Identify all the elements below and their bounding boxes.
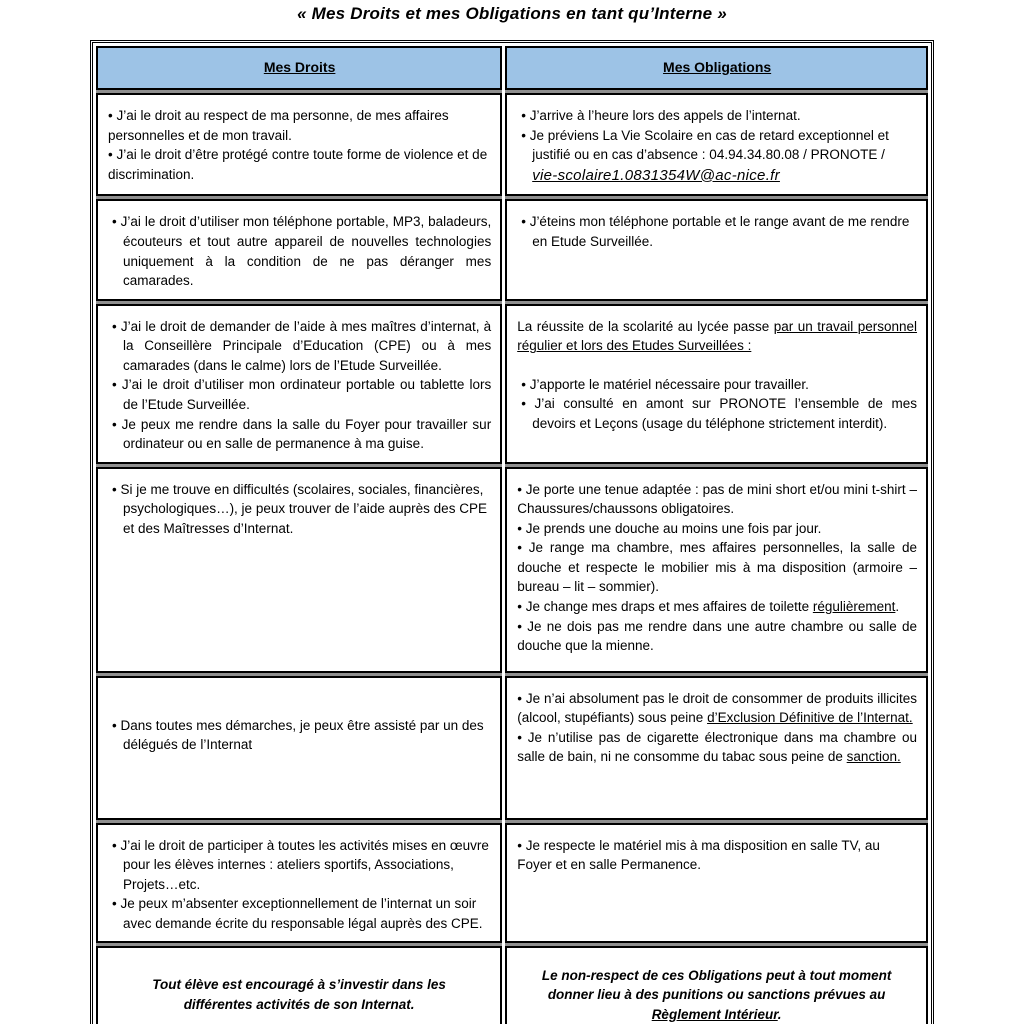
text-segment: Je préviens La Vie Scolaire en cas de retard exceptionnel et justifié ou en cas d’absence : 04.94.34.80.08 / PRONOTE / [529, 127, 889, 163]
text-segment: Je respecte le matériel mis à ma disposition en salle TV, au Foyer et en salle Permanence. [517, 837, 880, 873]
bullet-item [108, 415, 491, 454]
text-segment: J’ai le droit de participer à toutes les activités mises en œuvre pour les élèves internes : ateliers sportifs, Associations, [120, 837, 489, 873]
droits-cell [96, 946, 502, 1024]
text-segment: Je peux m’absenter exceptionnellement de l’internat un soir avec demande écrite du responsable légal auprès des CPE. [120, 896, 483, 931]
column-header-obligations-label: Mes Obligations [663, 59, 772, 75]
bullet-item [517, 212, 917, 251]
bullet-item [517, 126, 917, 187]
text-segment: La réussite de la scolarité au lycée passe [517, 318, 774, 334]
text-segment: Règlement Intérieur [651, 1006, 778, 1022]
text-segment: J’arrive à l’heure lors des appels de l’internat. [529, 108, 801, 123]
bullet-item [517, 597, 917, 617]
paragraph-spacer [517, 356, 917, 375]
bullet-item [517, 375, 917, 395]
table-row [96, 676, 928, 820]
text-segment: Dans toutes mes démarches, je peux être assisté par un des délégués de l’Internat [120, 717, 484, 753]
bullet-item [108, 375, 491, 414]
table-row [96, 946, 928, 1024]
table-row [96, 467, 928, 673]
text-segment: . [895, 599, 900, 614]
text-segment: J’ai le droit d’être protégé contre toute forme de violence et de discrimination. [108, 147, 488, 182]
text-segment: vie-scolaire1.0831354W@ac-nice.fr [532, 166, 780, 184]
table-row [96, 304, 928, 464]
text-segment: Si je me trouve en difficultés (scolaires, sociales, financières, psychologiques…), je peux trouver de l’aide auprès des CPE et des Maîtresses d’Internat. [120, 481, 487, 536]
table-row [96, 199, 928, 300]
bullet-item [517, 689, 917, 728]
text-segment: Je porte une tenue adaptée : pas de mini short et/ou mini t-shirt – Chaussures/chaussons obligatoires. [517, 481, 917, 517]
column-header-droits [96, 46, 502, 90]
droits-cell [96, 199, 502, 300]
droits-cell [96, 676, 502, 820]
bullet-item [108, 212, 491, 290]
header-row [96, 46, 928, 90]
obligations-cell [505, 93, 928, 196]
obligations-cell [505, 304, 928, 464]
bullet-item [517, 519, 917, 539]
bullet-item [108, 106, 491, 145]
text-segment: J’ai le droit d’utiliser mon ordinateur portable ou tablette lors de l’Etude Surveillée. [121, 377, 492, 412]
text-segment: Tout élève est encouragé à s’investir dans les différentes activités de son Internat. [152, 977, 446, 1012]
paragraph [122, 975, 476, 1014]
obligations-cell [505, 946, 928, 1024]
table-row [96, 93, 928, 196]
text-segment: par un travail personnel [773, 318, 918, 334]
table-row [96, 823, 928, 944]
text-segment: J’ai consulté en amont sur PRONOTE l’ensemble de mes devoirs et Leçons (usage du téléphone strictement interdit). [532, 396, 917, 431]
text-segment: Je n’utilise pas de cigarette électronique dans ma chambre ou salle de bain, ni ne consomme du tabac sous peine de [517, 729, 918, 765]
bullet-item [108, 480, 491, 539]
text-segment: Je prends une douche au moins une fois par jour. [525, 520, 822, 536]
text-segment: Je change mes draps et mes affaires de toilette [525, 599, 813, 614]
bullet-item [517, 836, 917, 875]
obligations-cell [505, 676, 928, 820]
text-segment: Projets…etc. [123, 876, 201, 892]
table-body [96, 93, 928, 1024]
text-segment: . [777, 1006, 782, 1022]
text-segment: J’éteins mon téléphone portable et le range avant de me rendre en Etude Surveillée. [529, 214, 910, 249]
obligations-cell [505, 467, 928, 673]
text-segment: J’ai le droit de demander de l’aide à mes maîtres d’internat, à la Conseillère Principale d’Education (CPE) ou à mes camarades (dans le calme) lors de l’Etude Surveillée. [120, 318, 492, 373]
bullet-item [517, 394, 917, 433]
text-segment: Le non-respect de ces Obligations peut à tout moment donner lieu à des punitions ou sanctions prévues au [541, 967, 892, 1003]
text-segment: régulier et lors des Etudes Surveillées : [517, 338, 752, 354]
column-header-obligations [505, 46, 928, 90]
text-segment: J’apporte le matériel nécessaire pour travailler. [529, 376, 809, 392]
droits-cell [96, 93, 502, 196]
text-segment: Je ne dois pas me rendre dans une autre chambre ou salle de douche que la mienne. [517, 618, 918, 654]
bullet-item [517, 617, 917, 656]
bullet-item [108, 317, 491, 376]
text-segment: J’ai le droit au respect de ma personne, de mes affaires personnelles et de mon travail. [108, 108, 449, 143]
obligations-cell [505, 199, 928, 300]
text-segment: Je range ma chambre, mes affaires personnelles, la salle de douche et respecte le mobilier mis à ma disposition (armoire – bureau – lit – sommier). [517, 540, 917, 595]
droits-cell [96, 304, 502, 464]
bullet-item [108, 716, 491, 755]
bullet-item [108, 145, 491, 184]
droits-cell [96, 467, 502, 673]
text-segment: d’Exclusion Définitive de l’Internat. [707, 710, 913, 726]
document-page [0, 2, 1024, 1024]
text-segment: sanction. [846, 749, 901, 765]
text-segment: J’ai le droit d’utiliser mon téléphone portable, MP3, baladeurs, écouteurs et tout autre appareil de nouvelles technologies uniquement à la condition de ne pas déranger mes camarades. [120, 214, 492, 289]
bullet-item [517, 480, 917, 519]
rights-obligations-table [90, 40, 934, 1024]
column-header-droits-label: Mes Droits [263, 59, 336, 75]
text-segment: Je n’ai absolument pas le droit de consommer de produits illicites (alcool, stupéfiants) sous peine [517, 690, 917, 726]
text-segment: régulièrement [812, 599, 896, 614]
bullet-item [108, 836, 491, 895]
obligations-cell [505, 823, 928, 944]
bullet-item [108, 894, 491, 933]
text-segment: Je peux me rendre dans la salle du Foyer pour travailler sur ordinateur ou en salle de permanence à ma guise. [121, 416, 492, 452]
paragraph [517, 317, 917, 356]
droits-cell [96, 823, 502, 944]
bullet-item [517, 106, 917, 126]
bullet-item [517, 538, 917, 597]
paragraph [531, 966, 902, 1024]
bullet-item [517, 728, 917, 767]
page-title: « Mes Droits et mes Obligations en tant qu’Interne » [297, 4, 727, 23]
